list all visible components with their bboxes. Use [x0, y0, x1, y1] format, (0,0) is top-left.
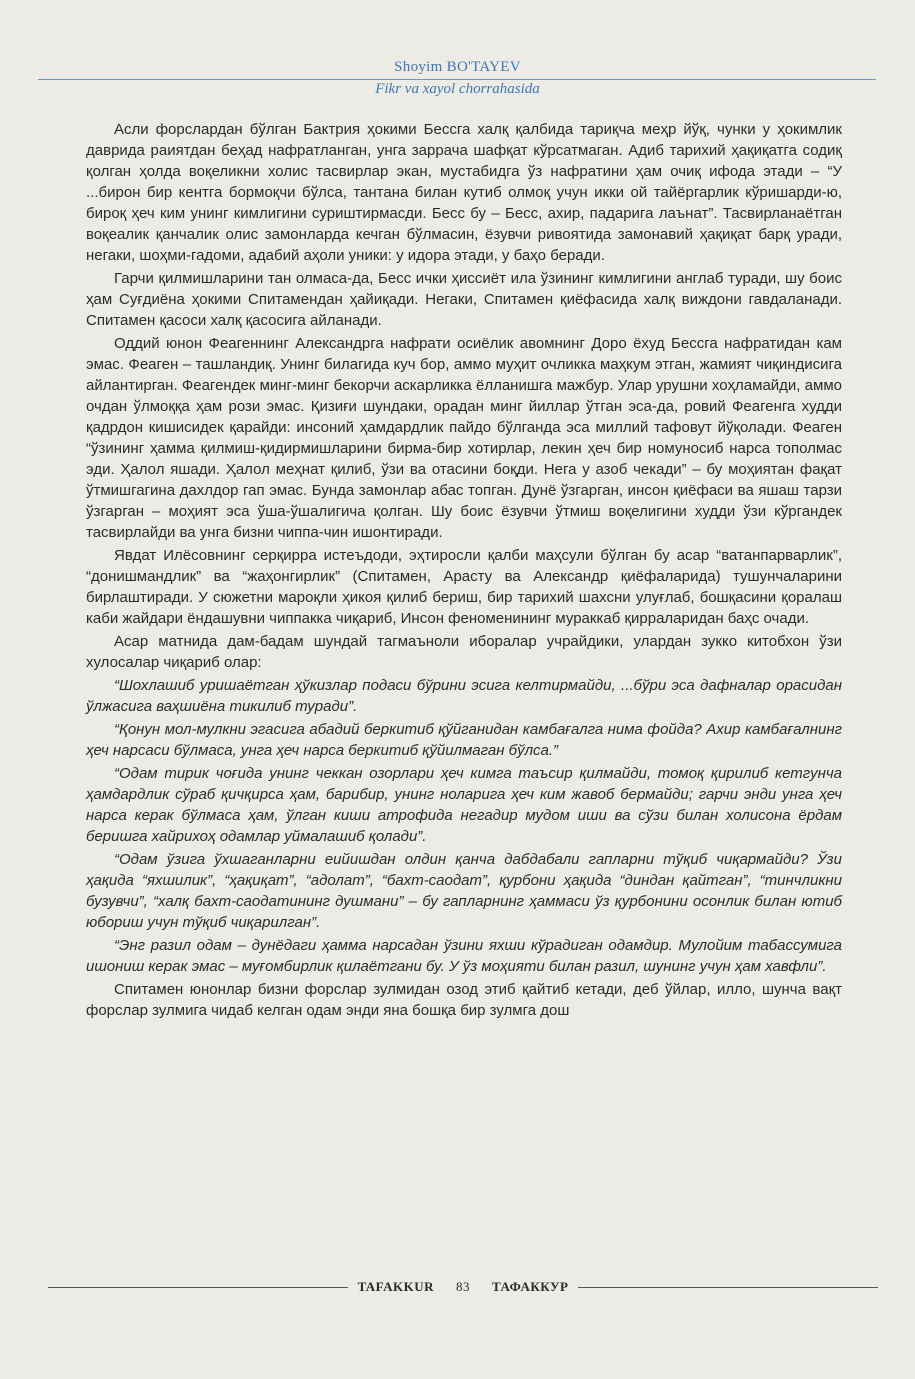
footer-journal-cyrillic: ТАФАККУР	[492, 1279, 569, 1294]
quote-paragraph: “Шохлашиб уришаётган ҳўкизлар подаси бўрини эсига келтирмайди, ...бўри эса дафналар орасидан ўлжасига ваҳшиёна тикилиб туради”.	[86, 677, 842, 715]
footer-journal-latin: TAFAKKUR	[357, 1279, 435, 1294]
header-author: Shoyim BO'TAYEV	[394, 59, 521, 75]
header-subtitle: Fikr va xayol chorrahasida	[375, 81, 540, 97]
paragraph: Спитамен юнонлар бизни форслар зулмидан озод этиб қайтиб кетади, деб ўйлар, илло, шунча вақт форслар зулмига чидаб келган одам энди яна бошқа бир зулмга дош	[86, 981, 842, 1019]
quote-paragraph: “Одам тирик чоғида унинг чеккан озорлари ҳеч кимга таъсир қилмайди, томоқ қирилиб кетгунча ҳамдардлик сўраб қичқирса ҳам, барибир, унинг ноларига ҳеч ким жавоб бермайди; гарчи энди унга ҳеч нарса керак бўлмаса ҳам, ўлган киши атрофида негадир мудом иши ва сўзи билан холисона ёрдам беришга хайрихоҳ одамлар уймалашиб қолади”.	[86, 765, 842, 845]
paragraph: Асли форслардан бўлган Бактрия ҳокими Бессга халқ қалбида тариқча меҳр йўқ, чунки у ҳокимлик даврида раиятдан беҳад нафратланган, унга заррача шафқат кўрсатмаган. Адиб тарихий ҳақиқатга содиқ қолган ҳолда воқеликни холис тасвирлар экан, мустабидга ўз нафратини ҳам очиқ ифода этади – “У ...бирон бир кентга бормоқчи бўлса, тантана билан кутиб олмоқ учун икки ой тайёргарлик кўришарди-ю, бироқ ҳеч ким унинг кимлигини суриштирмасди. Бесс бу – Бесс, ахир, падарига лаънат”. Тасвирланаётган воқеалик қанчалик олис замонларда кечган бўлмасин, ёзувчи ривоятида замонавий ҳақиқат барқ уради, негаки, шоҳми-гадоми, адабий аҳоли уники: у идора этади, у баҳо беради.	[86, 121, 842, 264]
paragraph: Гарчи қилмишларини тан олмаса-да, Бесс ички ҳиссиёт ила ўзининг кимлигини англаб туради, шу боис ҳам Суғдиёна ҳокими Спитамендан ҳайиқади. Негаки, Спитамен қиёфасида халқ виждони гавдаланади. Спитамен қасоси халқ қасосига айланади.	[86, 270, 842, 329]
paragraph: Явдат Илёсовнинг серқирра истеъдоди, эҳтиросли қалби маҳсули бўлган бу асар “ватанпарварлик”, “донишмандлик” ва “жаҳонгирлик” (Спитамен, Арасту ва Александр қиёфаларида) тушунчаларини бирлаштиради. У сюжетни мароқли ҳикоя қилиб бериш, бир тарихий шахсни улуғлаб, бошқасини қоралаш каби жайдари ёндашувни чиппакка чиқариб, Инсон феноменининг мураккаб қирраларидан баҳс очади.	[86, 547, 842, 627]
article-body	[86, 119, 842, 1023]
paragraph: Асар матнида дам-бадам шундай тагмаъноли иборалар учрайдики, улардан зукко китобхон ўзи хулосалар чиқариб олар:	[86, 633, 842, 671]
running-footer	[48, 1277, 878, 1297]
quote-paragraph: “Энг разил одам – дунёдаги ҳамма нарсадан ўзини яхши кўрадиган одамдир. Мулойим табассумига ишониш керак эмас – муғомбирлик қилаётгани бу. У ўз моҳияти билан разил, шунинг учун ҳам хавфли”.	[86, 937, 842, 975]
quote-paragraph: “Одам ўзига ўхшаганларни еийишдан олдин қанча дабдабали гапларни тўқиб чиқармайди? Ўзи ҳақида “яхшилик”, “ҳақиқат”, “адолат”, “бахт-саодат”, қурбони ҳақида “диндан қайтган”, “тинчликни бузувчи”, “халқ бахт-саодатининг душмани” – бу гапларнинг ҳаммаси ўз қурбонини осонлик билан ютиб юбориш учун тўқиб чиқарилган”.	[86, 851, 842, 931]
quote-paragraph: “Қонун мол-мулкни эгасига абадий беркитиб қўйганидан камбағалга нима фойда? Ахир камбағалнинг ҳеч нарсаси бўлмаса, унга ҳеч нарса беркитиб қўйилмаган бўлса.”	[86, 721, 842, 759]
footer-rule-right	[578, 1287, 878, 1288]
footer-rule-left	[48, 1287, 348, 1288]
paragraph: Оддий юнон Феагеннинг Александрга нафрати осиёлик авомнинг Доро ёхуд Бессга нафратидан кам эмас. Феаген – ташландиқ. Унинг билагида куч бор, аммо муҳит очликка маҳкум этган, жамият чиқиндисига айлантирган. Феагендек минг-минг бекорчи аскарликка ёлланишга мажбур. Улар урушни хоҳламайди, аммо очдан ўлмоққа ҳам рози эмас. Қизиғи шундаки, орадан минг йиллар ўтган эса-да, ровий Феагенга худди қадрдон кишисидек қарайди: инсоний ҳамдардлик пайдо бўлганда эса миллий тафовут йўқолади. Феаген “ўзининг ҳамма қилмиш-қидирмишларини бирма-бир хотирлар, лекин ҳеч бир номуносиб нарса тополмас эди. Ҳалол яшади. Ҳалол меҳнат қилиб, ўзи ва отасини боқди. Нега у азоб чекади” – бу моҳиятан фақат ўтмишгагина дахлдор гап эмас. Бунда замонлар абас топган. Дунё ўзгарган, инсон қиёфаси ва яшаш тарзи ўзгарган – моҳият эса ўша-ўшалигича қолган. Шу боис ёзувчи ўтмиш воқелигини худди ўзи кўргандек тасвирлайди ва унга бизни чиппа-чин ишонтиради.	[86, 335, 842, 541]
page-number: 83	[456, 1279, 471, 1294]
running-header	[0, 58, 915, 76]
